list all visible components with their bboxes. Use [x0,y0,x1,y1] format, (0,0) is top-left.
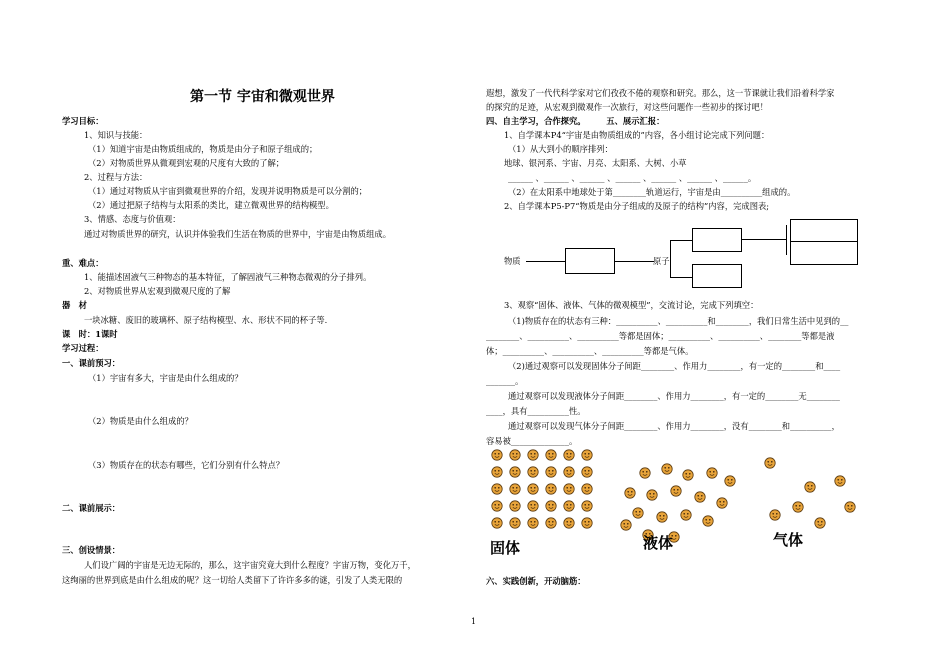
arrow-line [614,261,654,262]
section-2-heading: 二、课前展示： [62,503,121,513]
liquid-model [621,464,735,542]
task-1-blanks: ______ 、______ 、______ 、______ 、______ 、______ 、______。 [508,173,757,183]
section-4-5-heading: 四、自主学习，合作探究。 五、展示汇报： [486,116,665,126]
diagram-box-proton [790,219,858,243]
task-1-list: 地球、银河系、宇宙、月亮、太阳系、大树、小草 [504,158,687,168]
goal-3: 3、情感、态度与价值观： [84,214,181,224]
section-1-heading: 一、课前预习： [62,358,121,368]
task-3-line-9: 容易被______________。 [486,436,578,446]
arrow-line [741,239,786,240]
task-3-line-1: （1)物质存在的状态有三种：__________、__________和________，我们日常生活中见到的__ [508,316,849,326]
arrow-line [526,261,566,262]
task-3-line-4: （2)通过观察可以发现固体分子间距________、作用力________，有一定的________和____ [508,361,841,371]
task-3: 3、观察“固体、液体、气体的微观模型”，交流讨论，完成下列填空： [504,300,759,310]
key-1: 1、能描述固液气三种物态的基本特征，了解固液气三种物态微观的分子排列。 [84,272,372,282]
task-3-line-3: 体；__________、__________、__________等都是气体。 [486,346,694,356]
molecule-models-figure [480,445,890,560]
section-3-para-1: 人们设广阔的宇宙是无边无际的，那么，这宇宙究竟大到什么程度？宇宙万物，变化万千， [84,560,416,570]
page-title: 第一节 宇宙和微观世界 [190,89,335,105]
gas-label: 气体 [773,531,804,549]
diagram-atom-label: 原子 [653,256,670,266]
scenario-continued-2: 的探究的足迹，从宏观到微观作一次旅行，对这些问题作一些初步的探讨吧！ [486,102,769,112]
diagram-box-nucleus [692,228,742,252]
solid-model [492,450,592,528]
task-1: 1、自学课本P4“宇宙是由物质组成的”内容，各小组讨论完成下列问题： [504,130,770,140]
task-3-line-8: 通过观察可以发现气体分子间距________、作用力________，没有________和__________， [508,421,840,431]
section-3-heading: 三、创设情景： [62,545,121,555]
key-2: 2、对物质世界从宏观到微观尺度的了解 [84,286,231,296]
goal-2: 2、过程与方法： [84,172,148,182]
task-1-1: （1）从大到小的顺序排列： [508,144,613,154]
task-2: 2、自学课本P5-P7“物质是由分子组成的及原子的结构”内容，完成图表; [504,201,770,211]
task-1-2: （2）在太阳系中地球处于第________轨道运行，宇宙是由__________组成的。 [508,187,796,197]
class-hours: 课 时：1课时 [62,329,118,339]
equipment-heading: 器 材 [62,300,87,310]
question-2: （2）物质是由什么组成的？ [88,416,193,426]
gas-model [765,458,855,528]
bracket-line [786,225,787,255]
task-3-line-5: _______。 [486,376,524,386]
diagram-matter-label: 物质 [504,256,521,266]
liquid-label: 液体 [643,534,674,552]
bracket-line [670,240,692,241]
section-3-para-2: 这绚丽的世界到底是由什么组成的呢？这一切给人类留下了许许多多的谜，引发了人类无限的 [62,575,403,585]
goal-2-2: （2）通过把原子结构与太阳系的类比，建立微观世界的结构模型。 [88,200,334,210]
task-3-line-2: ________、__________、__________等都是固体；__________、__________、________等都是液 [486,331,835,341]
goals-heading: 学习目标： [62,116,104,126]
task-3-line-7: ____，具有__________性。 [486,406,586,416]
goal-2-1: （1）通过对物质从宇宙到微观世界的介绍，发现并说明物质是可以分割的； [88,186,368,196]
diagram-box-molecule [565,248,615,274]
section-6-heading: 六、实践创新，开动脑筋： [486,576,586,586]
question-1: （1）宇宙有多大，宇宙是由什么组成的？ [88,373,243,383]
task-3-line-6: 通过观察可以发现液体分子间距________、作用力________，有一定的________无________ [508,391,840,401]
bracket-line [670,240,671,278]
solid-label: 固体 [490,539,521,557]
key-heading: 重、难点： [62,258,104,268]
page-number: 1 [471,617,477,626]
equipment-text: 一块冰糖、废旧的玻璃杯、原子结构模型、水、形状不同的杯子等. [84,315,328,325]
diagram-box-neutron [790,241,858,265]
bracket-line [670,277,692,278]
goal-1-2: （2）对物质世界从微观到宏观的尺度有大致的了解； [88,158,285,168]
process-heading: 学习过程： [62,343,104,353]
goal-3-1: 通过对物质世界的研究，认识并体验我们生活在物质的世界中，宇宙是由物质组成。 [84,229,391,239]
goal-1-1: （1）知道宇宙是由物质组成的，物质是由分子和原子组成的； [88,144,318,154]
diagram-box-electron [692,264,742,288]
goal-1: 1、知识与技能： [84,130,148,140]
question-3: （3）物质存在的状态有哪些，它们分别有什么特点？ [88,460,285,470]
scenario-continued-1: 遐想，激发了一代代科学家对它们孜孜不倦的观察和研究。那么，这一节课就让我们沿着科学家 [486,88,835,98]
